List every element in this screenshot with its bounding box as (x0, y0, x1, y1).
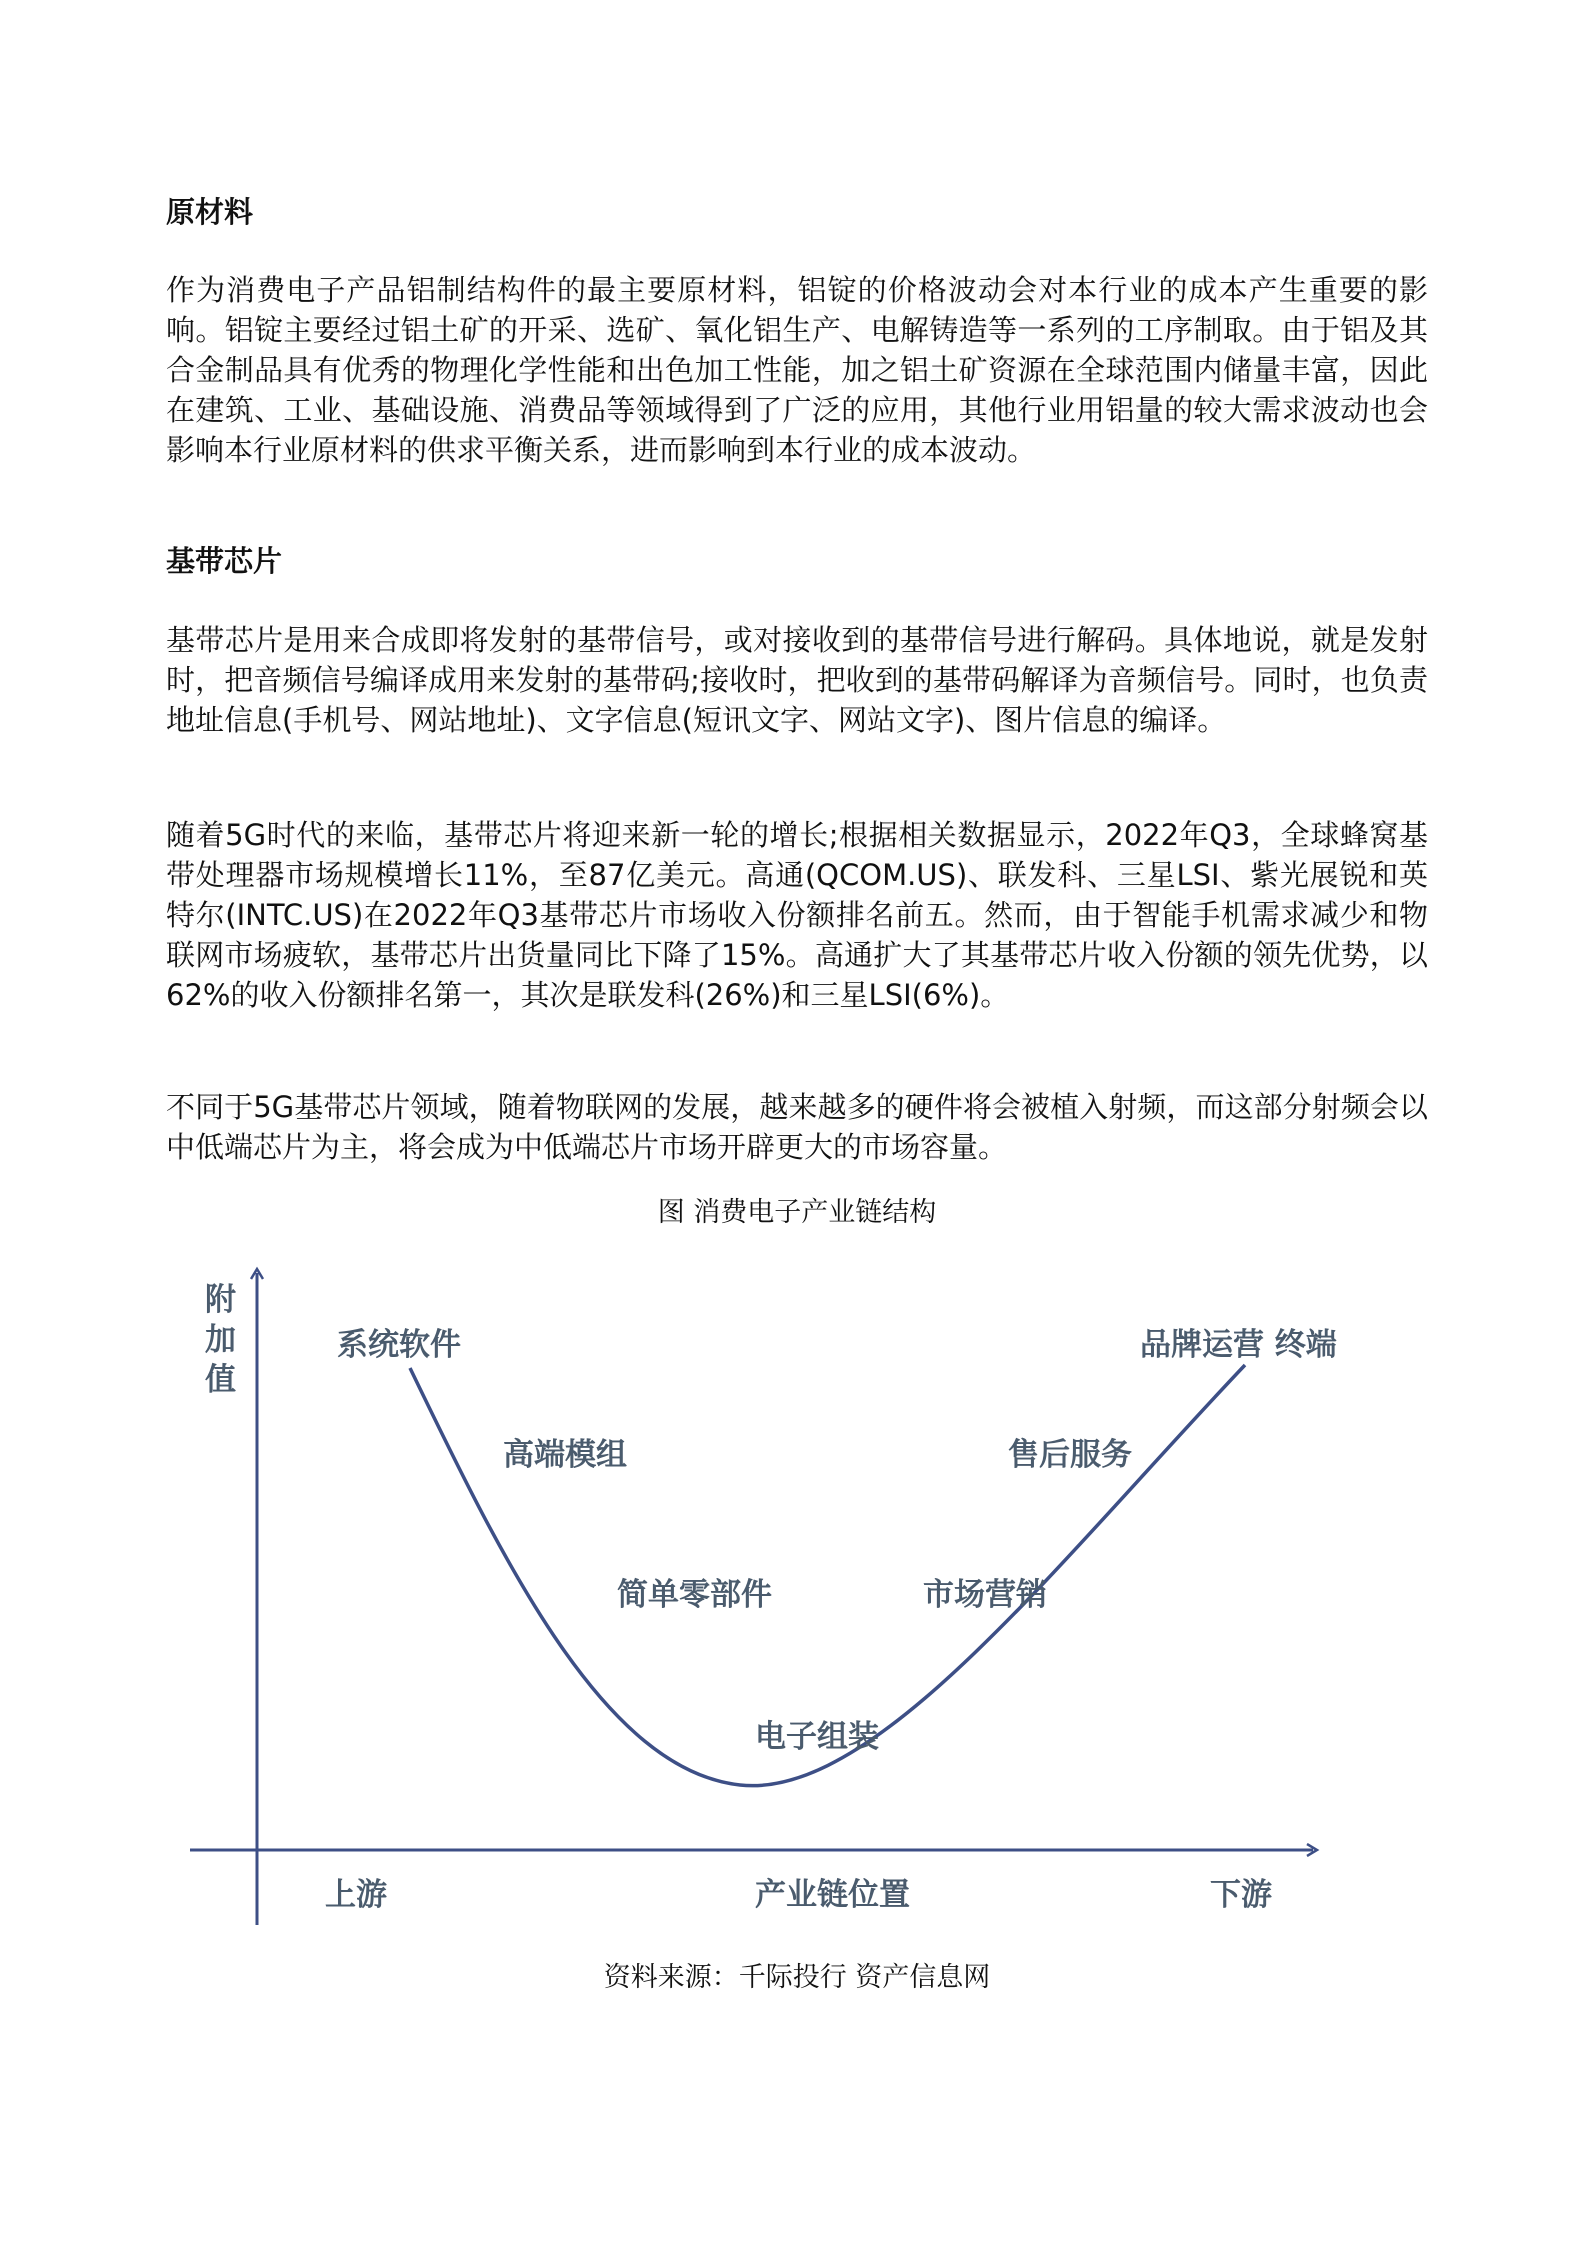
section-heading-baseband: 基带芯片 (166, 544, 283, 578)
figure-caption: 图 消费电子产业链结构 (657, 1197, 937, 1228)
label-brand-terminal: 品牌运营 终端 (1140, 1327, 1337, 1363)
section-heading-raw-materials: 原材料 (166, 195, 254, 229)
label-simple-parts: 简单零部件 (617, 1577, 772, 1613)
smile-curve-svg (185, 1265, 1375, 1935)
y-axis-label-3: 值 (205, 1362, 236, 1398)
paragraph-baseband-intro: 基带芯片是用来合成即将发射的基带信号，或对接收到的基带信号进行解码。具体地说，就是发射时，把音频信号编译成用来发射的基带码;接收时，把收到的基带码解译为音频信号。同时，也负责地址信息(手机号、网站地址)、文字信息(短讯文字、网站文字)、图片信息的编译。 (166, 623, 1428, 737)
paragraph-baseband-5g: 随着5G时代的来临，基带芯片将迎来新一轮的增长;根据相关数据显示，2022年Q3，全球蜂窝基带处理器市场规模增长11%，至87亿美元。高通(QCOM.US)、联发科、三星LSI、紫光展锐和英特尔(INTC.US)在2022年Q3基带芯片市场收入份额排名前五。然而，由于智能手机需求减少和物联网市场疲软，基带芯片出货量同比下降了15%。高通扩大了其基带芯片收入份额的领先优势，以62%的收入份额排名第一，其次是联发科(26%)和三星LSI(6%)。 (166, 818, 1428, 1012)
x-axis-label-downstream: 下游 (1210, 1877, 1272, 1913)
label-high-end-module: 高端模组 (503, 1437, 627, 1473)
label-marketing: 市场营销 (923, 1577, 1047, 1613)
y-axis-label-2: 加 (205, 1322, 236, 1358)
y-axis-label-1: 附 (205, 1282, 236, 1318)
paragraph-baseband-iot: 不同于5G基带芯片领域，随着物联网的发展，越来越多的硬件将会被植入射频，而这部分射频会以中低端芯片为主，将会成为中低端芯片市场开辟更大的市场容量。 (166, 1090, 1428, 1164)
smile-curve-diagram (185, 1265, 1375, 1935)
x-axis-label-center: 产业链位置 (755, 1877, 910, 1913)
x-axis-label-upstream: 上游 (325, 1877, 387, 1913)
paragraph-raw-materials: 作为消费电子产品铝制结构件的最主要原材料，铝锭的价格波动会对本行业的成本产生重要的影响。铝锭主要经过铝土矿的开采、选矿、氧化铝生产、电解铸造等一系列的工序制取。由于铝及其合金制品具有优秀的物理化学性能和出色加工性能，加之铝土矿资源在全球范围内储量丰富，因此在建筑、工业、基础设施、消费品等领域得到了广泛的应用，其他行业用铝量的较大需求波动也会影响本行业原材料的供求平衡关系，进而影响到本行业的成本波动。 (166, 273, 1428, 467)
figure-source: 资料来源：千际投行 资产信息网 (603, 1962, 991, 1993)
label-assembly: 电子组装 (755, 1719, 879, 1755)
label-after-sales: 售后服务 (1008, 1437, 1132, 1473)
label-system-software: 系统软件 (337, 1327, 461, 1363)
